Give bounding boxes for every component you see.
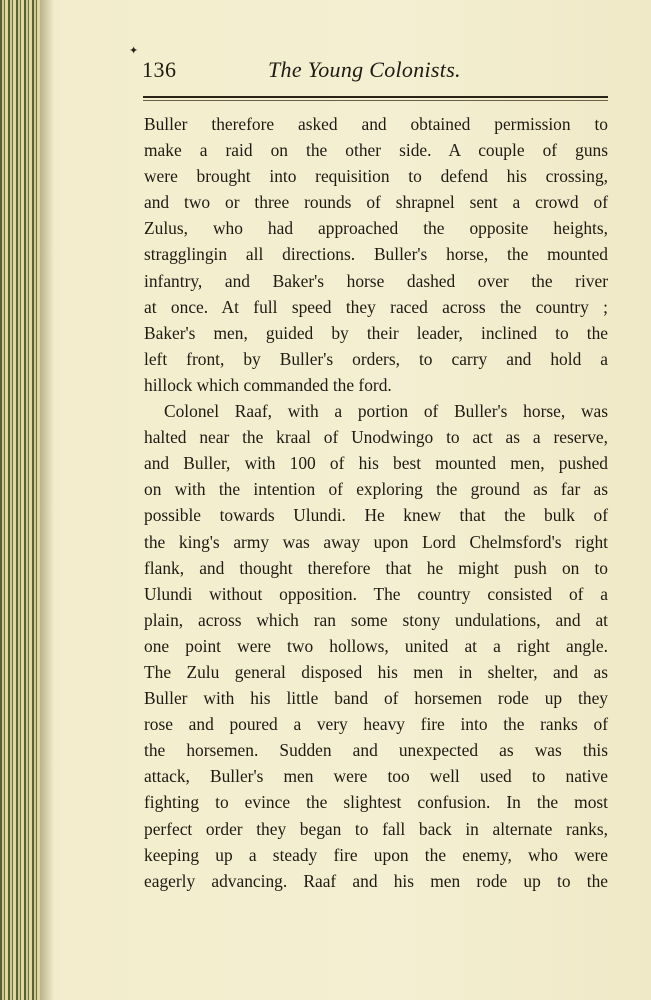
- text-line: stragglingin all directions. Buller's horse, the mounted: [144, 244, 608, 265]
- text-line: perfect order they began to fall back in alternate ranks,: [144, 818, 608, 839]
- ornament-mark: ✦: [129, 45, 139, 57]
- text-line: flank, and thought therefore that he might push on to: [144, 557, 608, 578]
- gutter-shadow: [40, 0, 54, 1000]
- text-line: Baker's men, guided by their leader, inclined to the: [144, 322, 608, 343]
- text-line: on with the intention of exploring the ground as far as: [144, 479, 608, 500]
- text-line: fighting to evince the slightest confusion. In the most: [144, 792, 608, 813]
- text-line: Buller with his little band of horsemen rode up they: [144, 688, 608, 709]
- header-rule: [143, 96, 608, 98]
- page-number: 136: [142, 57, 177, 82]
- text-line: infantry, and Baker's horse dashed over the river: [144, 270, 608, 291]
- text-line: attack, Buller's men were too well used to native: [144, 766, 608, 787]
- text-line: left front, by Buller's orders, to carry and hold a: [144, 348, 608, 369]
- text-line: possible towards Ulundi. He knew that the bulk of: [144, 505, 608, 526]
- text-line: Zulus, who had approached the opposite heights,: [144, 218, 608, 239]
- text-line: and Buller, with 100 of his best mounted men, pushed: [144, 453, 608, 474]
- paragraph-start-line: Colonel Raaf, with a portion of Buller's horse, was: [164, 401, 608, 422]
- text-line: rose and poured a very heavy fire into the ranks of: [144, 714, 608, 735]
- body-text: [144, 111, 608, 894]
- text-line: make a raid on the other side. A couple of guns: [144, 140, 608, 161]
- text-line: at once. At full speed they raced across the country ;: [144, 296, 608, 317]
- text-line: were brought into requisition to defend his crossing,: [144, 166, 608, 187]
- text-line: halted near the kraal of Unodwingo to act as a reserve,: [144, 427, 608, 448]
- book-binding-edge: [0, 0, 40, 1000]
- text-line: and two or three rounds of shrapnel sent a crowd of: [144, 192, 608, 213]
- header-rule-fine: [143, 100, 608, 101]
- text-line: plain, across which ran some stony undulations, and at: [144, 609, 608, 630]
- text-line: keeping up a steady fire upon the enemy, who were: [144, 844, 608, 865]
- running-header: [142, 57, 608, 87]
- paragraph-end-line: hillock which commanded the ford.: [144, 374, 392, 395]
- text-line: the horsemen. Sudden and unexpected as was this: [144, 740, 608, 761]
- text-line: one point were two hollows, united at a right angle.: [144, 635, 608, 656]
- text-line: The Zulu general disposed his men in shelter, and as: [144, 661, 608, 682]
- text-line: Ulundi without opposition. The country consisted of a: [144, 583, 608, 604]
- running-title: The Young Colonists.: [268, 57, 461, 82]
- text-line: eagerly advancing. Raaf and his men rode up to the: [144, 870, 608, 891]
- text-line: the king's army was away upon Lord Chelmsford's right: [144, 531, 608, 552]
- text-line: Buller therefore asked and obtained permission to: [144, 114, 608, 134]
